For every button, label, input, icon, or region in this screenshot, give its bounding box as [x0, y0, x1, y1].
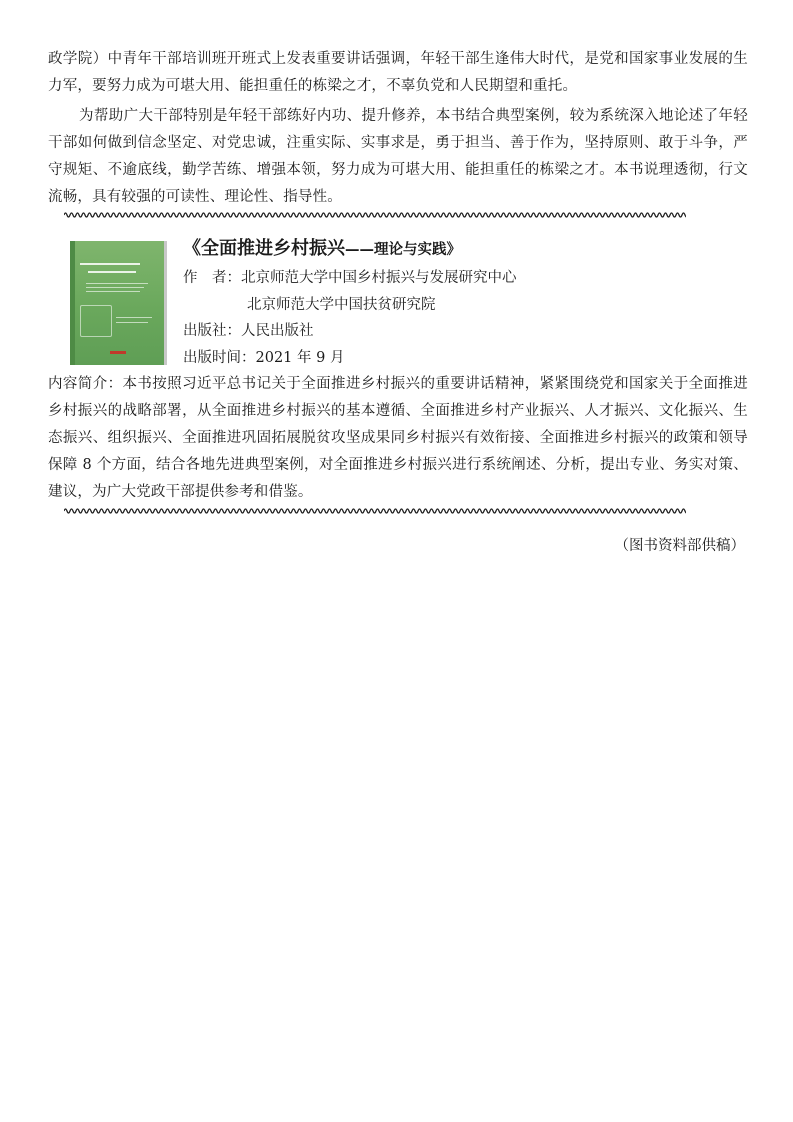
- cover-author-line: [86, 287, 144, 288]
- book-title-main: 《全面推进乡村振兴: [183, 238, 345, 259]
- book-publisher-row: [183, 318, 314, 344]
- cover-calligraphy-mark: [80, 305, 112, 337]
- date-value: 2021 年 9 月: [255, 350, 345, 366]
- wavy-divider-top: [64, 210, 686, 220]
- cover-subtitle-line: [88, 271, 136, 273]
- article-paragraph-continued: 政学院）中青年干部培训班开班式上发表重要讲话强调，年轻干部生逢伟大时代，是党和国家事业发展的生力军，要努力成为可堪大用、能担重任的栋梁之才，不辜负党和人民期望和重托。: [48, 51, 748, 94]
- article-paragraph-summary: 为帮助广大干部特别是年轻干部练好内功、提升修养，本书结合典型案例，较为系统深入地论述了年轻干部如何做到信念坚定、对党忠诚，注重实际、实事求是，勇于担当、善于作为，坚持原则、敢于斗争，严守规矩、不逾底线，勤学苦练、增强本领，努力成为可堪大用、能担重任的栋梁之才。本书说理透彻，行文流畅，具有较强的可读性、理论性、指导性。: [48, 108, 748, 205]
- cover-english-line: [116, 317, 152, 318]
- cover-title-line: [80, 263, 140, 265]
- cover-english-line: [116, 322, 148, 323]
- publisher-label: 出版社：: [183, 323, 241, 339]
- book-title: [183, 236, 461, 263]
- author-label: 作 者：: [183, 270, 241, 286]
- book-introduction: 内容简介：本书按照习近平总书记关于全面推进乡村振兴的重要讲话精神，紧紧围绕党和国家关于全面推进乡村振兴的战略部署，从全面推进乡村振兴的基本遵循、全面推进乡村产业振兴、人才振兴、文化振兴、生态振兴、组织振兴、全面推进巩固拓展脱贫攻坚成果同乡村振兴有效衔接、全面推进乡村振兴的政策和领导保障 8 个方面，结合各地先进典型案例，对全面推进乡村振兴进行系统阐述、分析，提出专业、务实对策、建议，为广大党政干部提供参考和借鉴。: [48, 376, 748, 500]
- cover-author-line: [86, 291, 140, 292]
- cover-spine: [70, 241, 75, 365]
- book-cover-image: [70, 241, 167, 365]
- publisher-value: 人民出版社: [241, 323, 314, 339]
- publisher-logo-icon: [110, 351, 126, 354]
- author-1: 北京师范大学中国乡村振兴与发展研究中心: [241, 270, 517, 286]
- source-credit: （图书资料部供稿）: [614, 538, 745, 554]
- book-author-2: 北京师范大学中国扶贫研究院: [247, 297, 436, 313]
- wavy-divider-bottom: [64, 506, 686, 516]
- date-label: 出版时间：: [183, 350, 256, 366]
- book-title-sub: ——理论与实践》: [345, 242, 461, 258]
- cover-author-line: [86, 283, 148, 284]
- book-date-row: [183, 345, 344, 371]
- book-author-row: [183, 265, 517, 291]
